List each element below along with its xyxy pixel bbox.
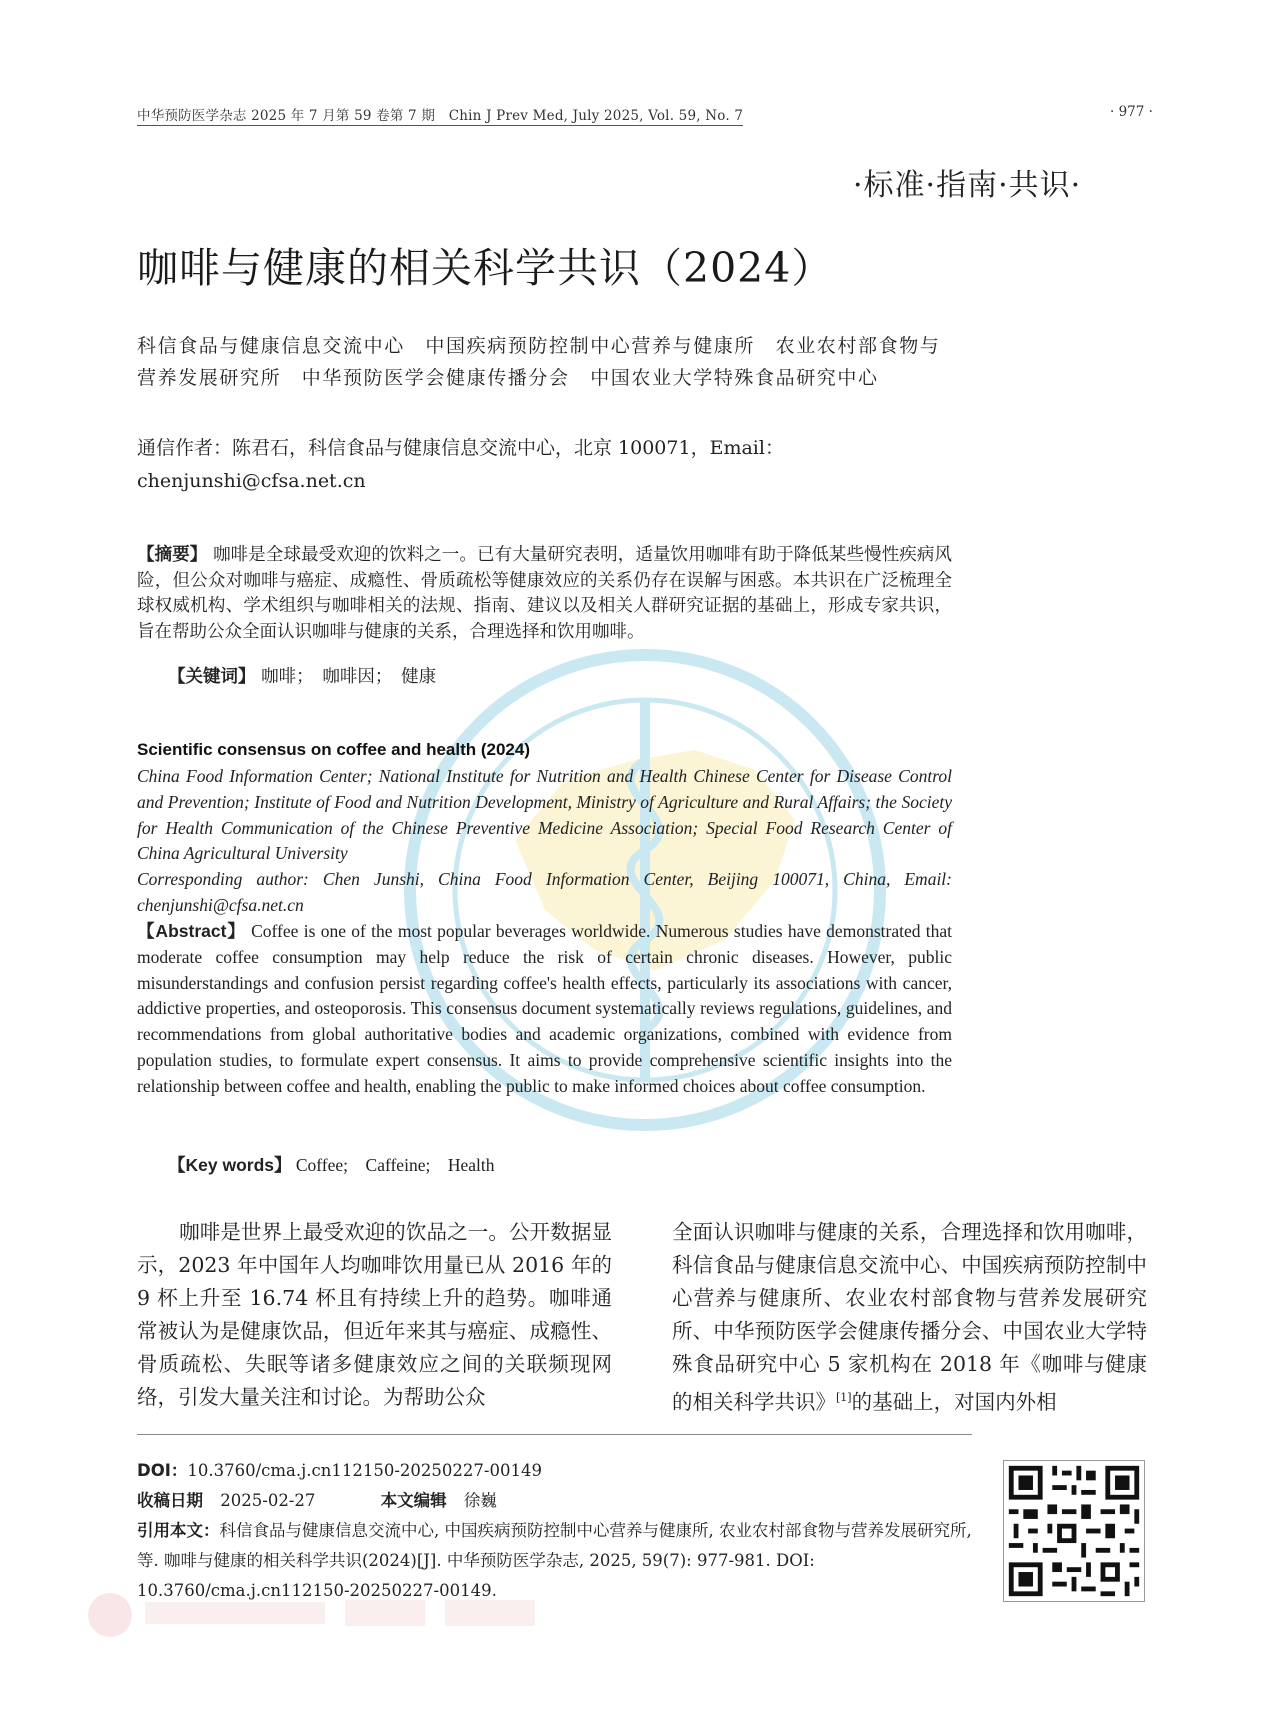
citation: [137, 1516, 972, 1606]
doi-value[interactable]: 10.3760/cma.j.cn112150-20250227-00149: [187, 1461, 542, 1480]
english-title: Scientific consensus on coffee and health (2024): [137, 740, 530, 759]
affiliations-cn: 科信食品与健康信息交流中心 中国疾病预防控制中心营养与健康所 农业农村部食物与营养发展研究所 中华预防医学会健康传播分会 中国农业大学特殊食品研究中心: [137, 335, 941, 389]
received-line: [137, 1486, 497, 1516]
column-name: ·标准·指南·共识·: [853, 168, 1082, 203]
english-keywords-label: 【Key words】: [168, 1155, 292, 1175]
editor-label: 本文编辑: [380, 1491, 447, 1510]
cite-text: 科信食品与健康信息交流中心, 中国疾病预防控制中心营养与健康所, 农业农村部食物与营养发展研究所, 等. 咖啡与健康的相关科学共识(2024)[J]. 中华预防医学杂志, 2025, 59(7): 977-981. DOI: 10.3760/cma.j.cn112150-20250227-00149.: [137, 1521, 972, 1600]
page-number: · 977 ·: [1110, 104, 1153, 120]
doi-line: [137, 1456, 542, 1486]
corresponding-author-cn: 通信作者：陈君石，科信食品与健康信息交流中心，北京 100071，Email：chenjunshi@cfsa.net.cn: [137, 437, 784, 492]
received-label: 收稿日期: [137, 1491, 203, 1510]
body-col1-text: 咖啡是世界上最受欢迎的饮品之一。公开数据显示，2023 年中国年人均咖啡饮用量已从 2016 年的 9 杯上升至 16.74 杯且有持续上升的趋势。咖啡通常被认为是健康饮品，但近年来其与癌症、成瘾性、骨质疏松、失眠等诸多健康效应之间的关联频现网络，引发大量关注和讨论。为帮助公众: [137, 1220, 612, 1409]
english-abstract-text: Coffee is one of the most popular beverages worldwide. Numerous studies have demonstrated that moderate coffee consumption may help reduce the risk of certain chronic diseases. However, public misunderstandings and confusion persist regarding coffee's health effects, particularly its associations with cancer, addictive properties, and osteoporosis. This consensus document systematically reviews regulations, guidelines, and recommendations from global authoritative bodies and academic organizations, combined with evidence from population studies, to formulate expert consensus. It aims to provide comprehensive scientific insights into the relationship between coffee and health, enabling the public to make informed choices about coffee consumption.: [137, 921, 953, 1096]
cite-label: 引用本文：: [137, 1521, 220, 1540]
english-affiliations-block: [137, 764, 952, 919]
body-col2-text: 全面认识咖啡与健康的关系，合理选择和饮用咖啡，科信食品与健康信息交流中心、中国疾病预防控制中心营养与健康所、农业农村部食物与营养发展研究所、中华预防医学会健康传播分会、中国农业大学特殊食品研究中心 5 家机构在 2018 年《咖啡与健康的相关科学共识》: [672, 1220, 1147, 1414]
english-abstract: [137, 919, 952, 1100]
english-affiliations: China Food Information Center; National Institute for Nutrition and Health Chinese Center for Disease Control and Prevention; Institute of Food and Nutrition Development, Ministry of Agriculture and Rural Affairs; the Society for Health Communication of the Chinese Preventive Medicine Association; Special Food Research Center of China Agricultural University: [137, 766, 952, 864]
keywords-cn: [168, 663, 436, 688]
abstract-cn: [137, 543, 952, 645]
doi-label: DOI：: [137, 1461, 188, 1480]
english-keywords: [168, 1152, 494, 1177]
running-header: 中华预防医学杂志 2025 年 7 月第 59 卷第 7 期 Chin J Prev Med, July 2025, Vol. 59, No. 7: [137, 104, 743, 126]
reference-link[interactable]: [1]: [836, 1391, 852, 1404]
body-column-right: [672, 1216, 1147, 1419]
editor-name: 徐巍: [463, 1491, 497, 1510]
abstract-cn-label: 【摘要】: [137, 545, 208, 565]
keywords-cn-text: 咖啡； 咖啡因； 健康: [261, 667, 437, 687]
received-date: 2025-02-27: [220, 1491, 316, 1510]
article-title: 咖啡与健康的相关科学共识（2024）: [137, 244, 834, 292]
abstract-cn-text: 咖啡是全球最受欢迎的饮料之一。已有大量研究表明，适量饮用咖啡有助于降低某些慢性疾病风险，但公众对咖啡与癌症、成瘾性、骨质疏松等健康效应的关系仍存在误解与困惑。本共识在广泛梳理全球权威机构、学术组织与咖啡相关的法规、指南、建议以及相关人群研究证据的基础上，形成专家共识，旨在帮助公众全面认识咖啡与健康的关系，合理选择和饮用咖啡。: [137, 545, 953, 642]
english-keywords-text: Coffee; Caffeine; Health: [295, 1155, 495, 1175]
body-column-left: [137, 1216, 612, 1414]
body-col2-text-end: 的基础上，对国内外相: [851, 1389, 1057, 1414]
english-corresponding: Corresponding author: Chen Junshi, China Food Information Center, Beijing 100071, China, Email: chenjunshi@cfsa.net.cn: [137, 869, 952, 915]
english-abstract-label: 【Abstract】: [137, 921, 246, 941]
footer-divider: [137, 1434, 972, 1435]
qr-code-icon[interactable]: [1003, 1460, 1145, 1602]
keywords-cn-label: 【关键词】: [168, 667, 256, 687]
